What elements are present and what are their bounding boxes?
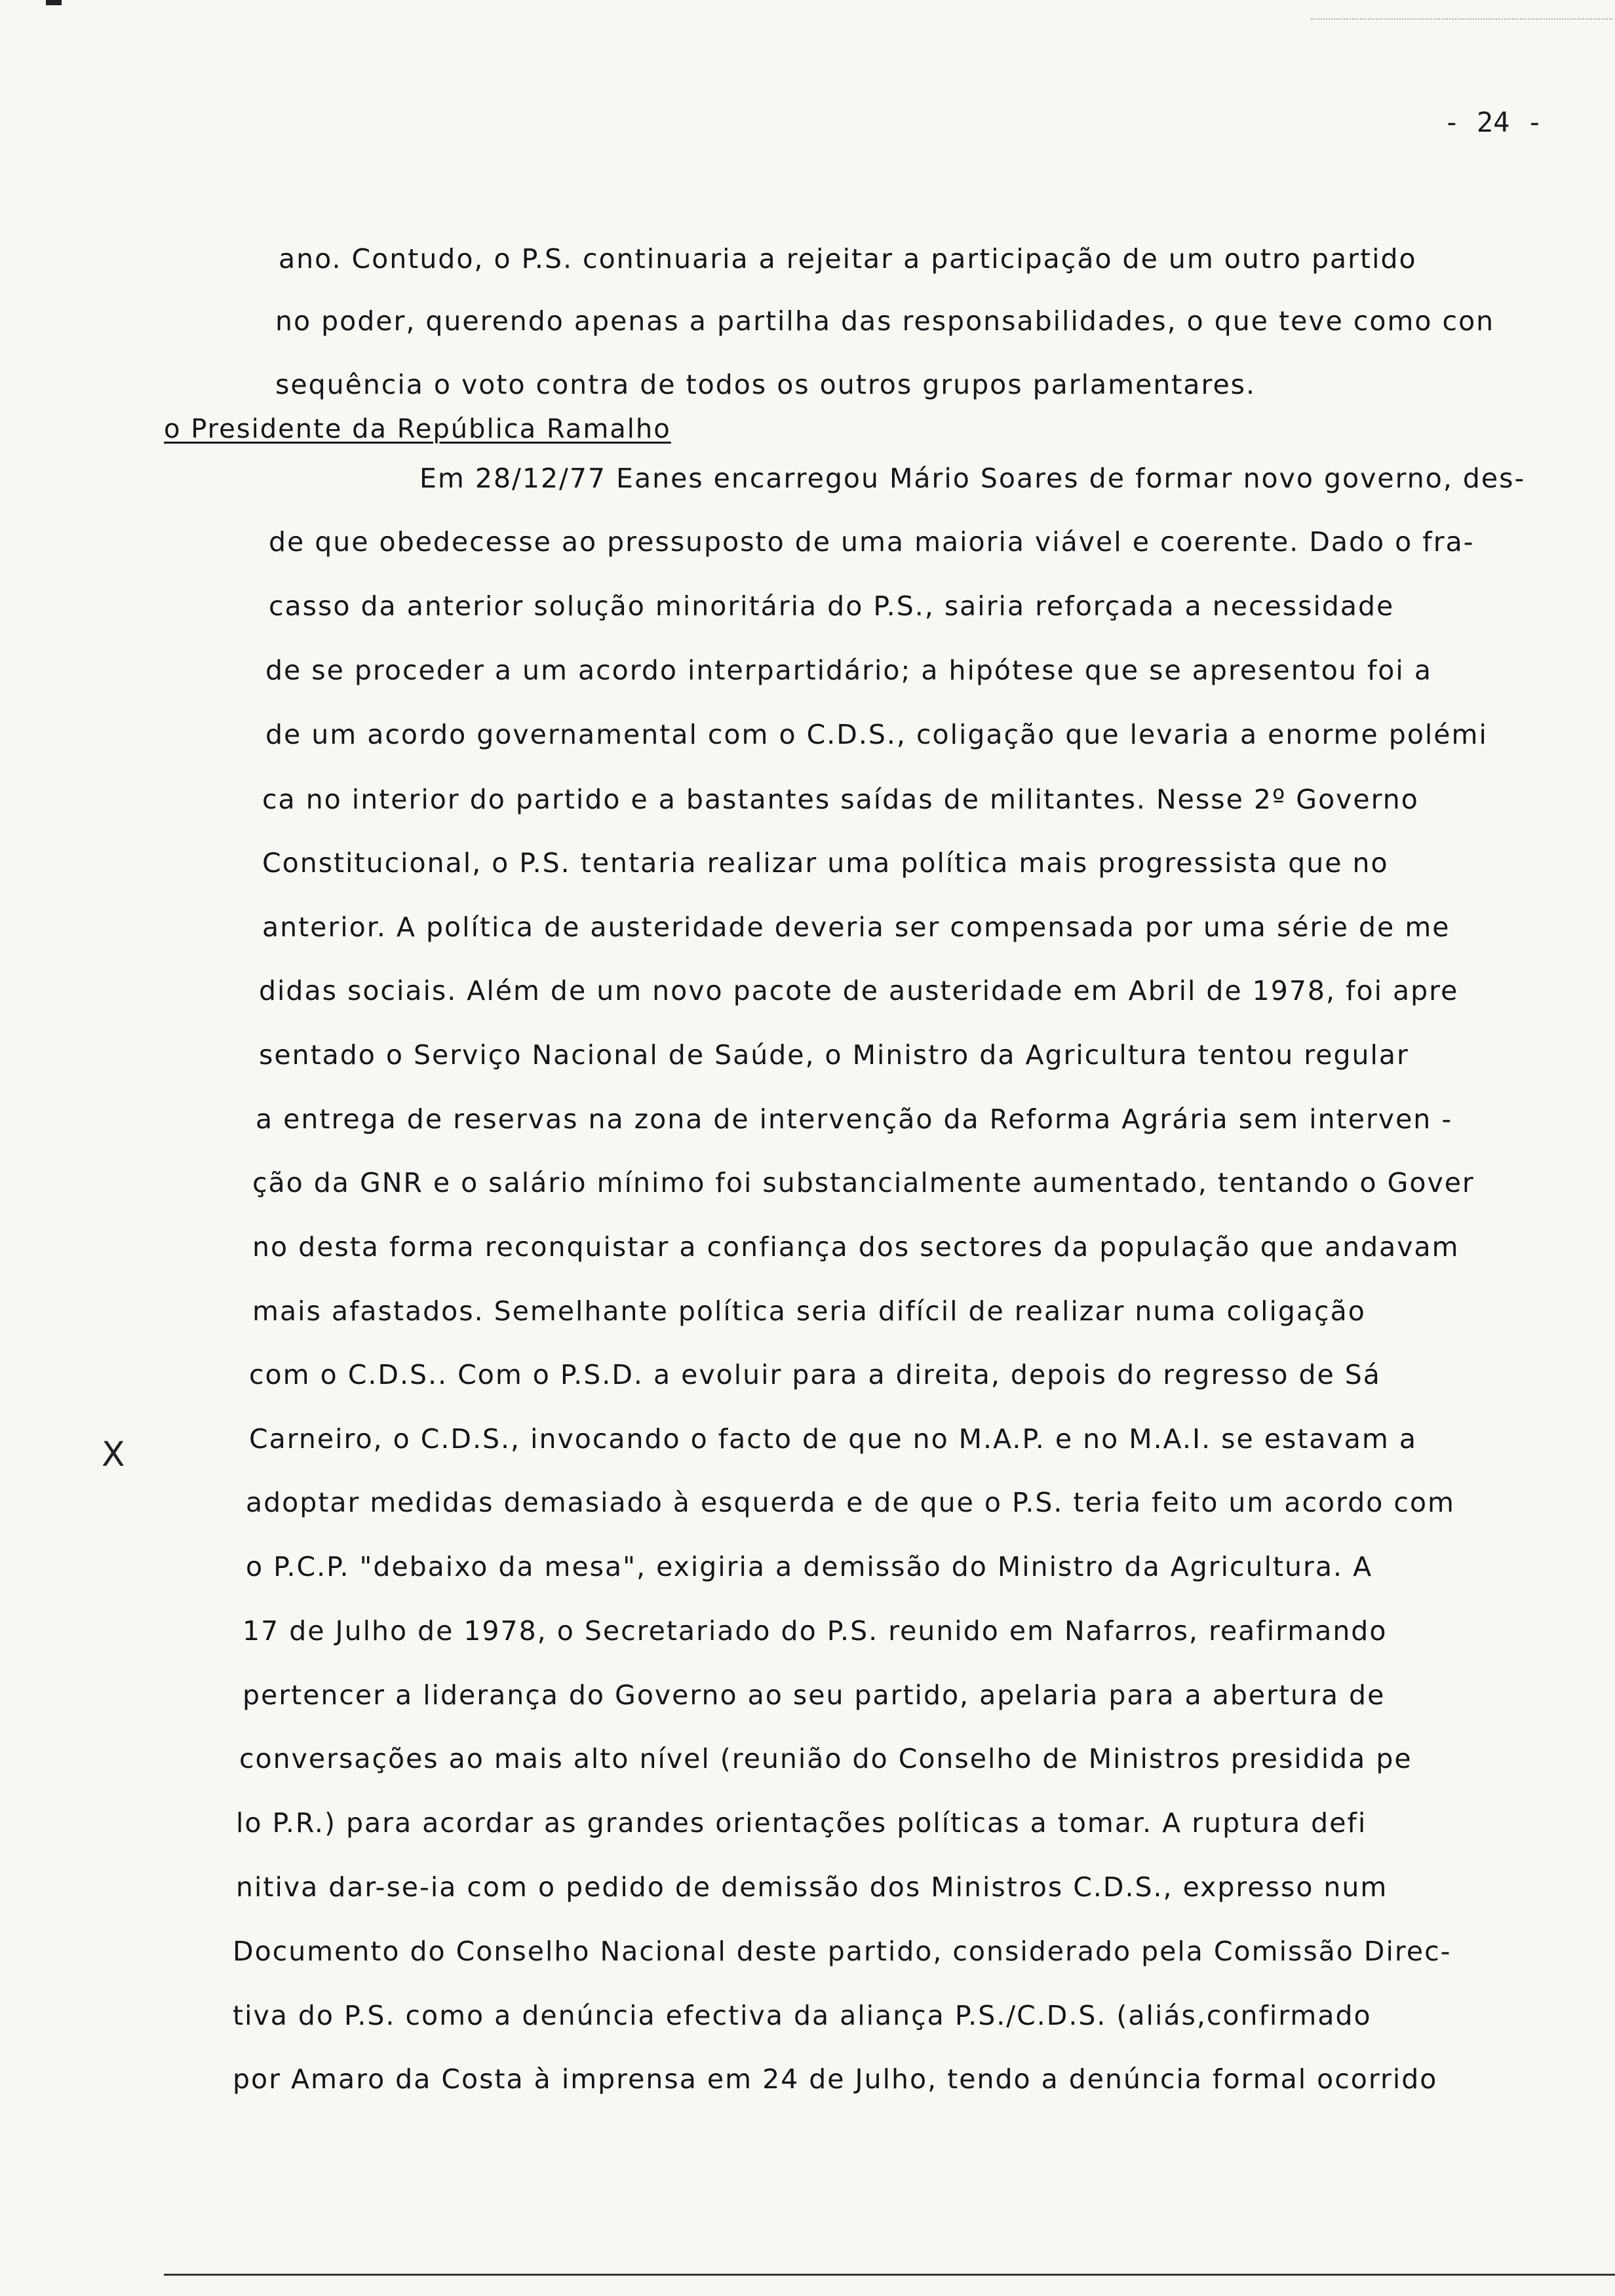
bottom-rule (164, 2274, 1615, 2276)
text-line: nitiva dar-se-ia com o pedido de demissão dos Ministros C.D.S., expresso num (236, 1871, 1388, 1903)
margin-annotation: o Presidente da República Ramalho (164, 414, 671, 444)
text-line: anterior. A política de austeridade deveria ser compensada por uma série de me (262, 911, 1450, 943)
text-line: didas sociais. Além de um novo pacote de austeridade em Abril de 1978, foi apre (259, 975, 1459, 1006)
text-line: de que obedecesse ao pressuposto de uma maioria viável e coerente. Dado o fra- (269, 526, 1475, 558)
text-line: Documento do Conselho Nacional deste partido, considerado pela Comissão Direc- (233, 1936, 1452, 1967)
text-line: de se proceder a um acordo interpartidário; a hipótese que se apresentou foi a (265, 655, 1432, 686)
text-line: a entrega de reservas na zona de intervenção da Reforma Agrária sem interven - (256, 1103, 1453, 1135)
text-line: Carneiro, o C.D.S., invocando o facto de que no M.A.P. e no M.A.I. se estavam a (249, 1423, 1418, 1455)
text-line: de um acordo governamental com o C.D.S., coligação que levaria a enorme polémi (265, 719, 1488, 750)
text-line: Constitucional, o P.S. tentaria realizar uma política mais progressista que no (262, 847, 1389, 879)
text-line: casso da anterior solução minoritária do P.S., sairia reforçada a necessidade (269, 590, 1395, 622)
text-line: com o C.D.S.. Com o P.S.D. a evoluir para a direita, depois do regresso de Sá (249, 1359, 1381, 1390)
text-line: no poder, querendo apenas a partilha das responsabilidades, o que teve como con (275, 305, 1495, 337)
text-line: o P.C.P. "debaixo da mesa", exigiria a demissão do Ministro da Agricultura. A (246, 1551, 1373, 1582)
text-line: mais afastados. Semelhante política seria difícil de realizar numa coligação (252, 1295, 1366, 1327)
margin-x-mark: X (102, 1435, 125, 1474)
text-line: ano. Contudo, o P.S. continuaria a rejeitar a participação de um outro partido (279, 243, 1417, 275)
text-line: Em 28/12/77 Eanes encarregou Mário Soares de formar novo governo, des- (419, 463, 1526, 494)
page-number: - 24 - (1443, 106, 1543, 138)
text-line: por Amaro da Costa à imprensa em 24 de Julho, tendo a denúncia formal ocorrido (233, 2063, 1438, 2095)
text-line: ca no interior do partido e a bastantes saídas de militantes. Nesse 2º Governo (262, 784, 1419, 815)
text-line: ção da GNR e o salário mínimo foi substancialmente aumentado, tentando o Gover (252, 1167, 1475, 1198)
text-line: sentado o Serviço Nacional de Saúde, o Ministro da Agricultura tentou regular (259, 1039, 1409, 1071)
text-line: adoptar medidas demasiado à esquerda e de que o P.S. teria feito um acordo com (246, 1487, 1455, 1518)
text-line: 17 de Julho de 1978, o Secretariado do P.S. reunido em Nafarros, reafirmando (243, 1615, 1388, 1647)
text-line: lo P.R.) para acordar as grandes orientações políticas a tomar. A ruptura defi (236, 1807, 1367, 1839)
text-line: tiva do P.S. como a denúncia efectiva da aliança P.S./C.D.S. (aliás,confirmado (233, 2000, 1372, 2031)
text-line: conversações ao mais alto nível (reunião do Conselho de Ministros presidida pe (239, 1743, 1412, 1774)
text-line: pertencer a liderança do Governo ao seu partido, apelaria para a abertura de (243, 1679, 1386, 1711)
text-line: no desta forma reconquistar a confiança dos sectores da população que andavam (252, 1231, 1460, 1263)
text-line: sequência o voto contra de todos os outros grupos parlamentares. (275, 369, 1256, 400)
